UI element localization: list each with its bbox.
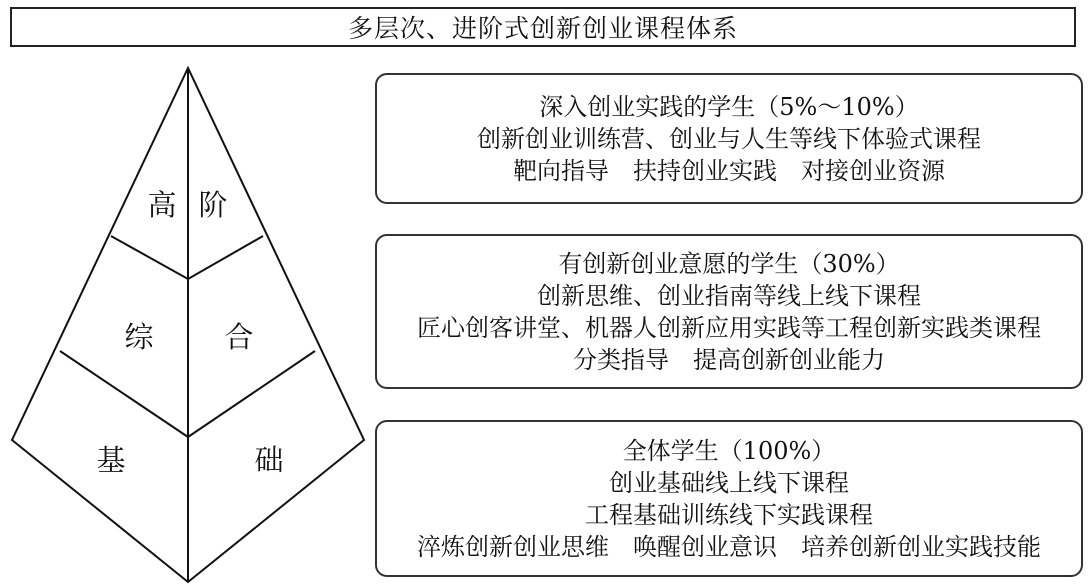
pyramid-middle-right-char: 合 (224, 320, 254, 354)
tier-comprehensive-line-3: 匠心创客讲堂、机器人创新应用实践等工程创新实践类课程 (417, 313, 1041, 342)
pyramid-bottom-left-char: 基 (96, 443, 126, 477)
tier-basic-line-2: 创业基础线上线下课程 (609, 468, 849, 497)
tier-card-basic (375, 420, 1083, 577)
tier-basic-line-3: 工程基础训练线下实践课程 (585, 500, 873, 529)
tier-card-advanced (375, 73, 1083, 204)
pyramid-bottom-right-char: 础 (254, 443, 284, 477)
tier-comprehensive-line-4: 分类指导 提高创新创业能力 (573, 345, 885, 374)
tier-basic-line-1: 全体学生（100%） (622, 436, 836, 465)
pyramid-middle-left-char: 综 (124, 320, 154, 354)
tier-card-comprehensive (375, 234, 1083, 389)
tier-basic-line-4: 淬炼创新创业思维 唤醒创业意识 培养创新创业实践技能 (417, 532, 1041, 561)
diagram-title: 多层次、进阶式创新创业课程体系 (10, 7, 1076, 47)
tier-advanced-line-1: 深入创业实践的学生（5%～10%） (539, 92, 919, 121)
tier-comprehensive-line-2: 创新思维、创业指南等线上线下课程 (537, 281, 921, 310)
tier-advanced-line-3: 靶向指导 扶持创业实践 对接创业资源 (513, 156, 945, 185)
pyramid-top-right-char: 阶 (198, 188, 228, 222)
pyramid-diagram (0, 0, 380, 588)
pyramid-top-left-char: 高 (147, 188, 177, 222)
tier-comprehensive-line-1: 有创新创业意愿的学生（30%） (558, 249, 900, 278)
tier-advanced-line-2: 创新创业训练营、创业与人生等线下体验式课程 (477, 124, 981, 153)
